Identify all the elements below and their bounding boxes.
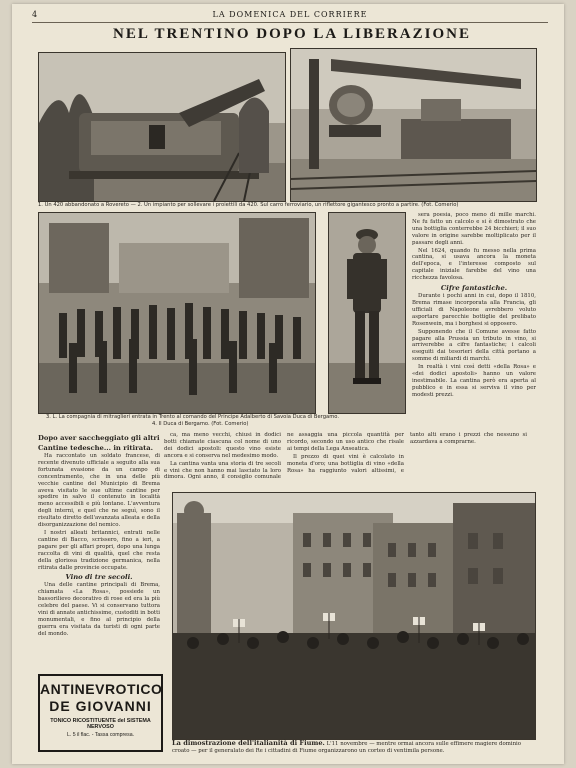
masthead [32,8,548,23]
duke-photo-image [329,213,405,413]
fiume-caption-text: L'11 novembre — mentre ormai ancora sulle effimere magiere dominio croato — per il generalato dei Re i cittadini di Fiume organizzarono un corteo di ventimila persone. [172,741,522,754]
page-number: 4 [32,10,39,19]
ad-brand-name: DE GIOVANNI [49,698,152,714]
section-subtitle-wine: Vino di tre secoli. [65,573,133,582]
antinevrotico-advertisement [38,674,163,752]
page-headline: NEL TRENTINO DOPO LA LIBERAZIONE [113,26,471,42]
photo-abandoned-cannon [38,52,286,202]
gunners-caption: 3. L. La compagnia di mitraglieri entrata in Trento al comando del Principe Adalberto di Savoia Duca di Bergamo. [46,414,339,420]
fiume-caption-title: La dimostrazione dell'italianità di Fiume. [172,739,325,747]
photo-machine-gunners-trento [38,212,316,414]
paragraph: Ha raccontato un soldato francese, di recente divenuto ufficiale a seguito alla sua fortunata evasione da un campo di concentramento, che in una delle più vecchie cantine del Municipio di Brema aveva visitato le sue ultime cantine per spedire in salvo il contenuto in località meno accessibili e più lontane. L'avventura degli interni, e quel che ne seguì, sono il risultato diretto dell'avanzata alleata e della disorganizzazione del nemico. [38,453,160,529]
paragraph: sera poesia, poco meno di mille marchi. Ne fu fatto un calcolo e si è dimostrato che una bottiglia conterrebbe 24 bicchieri; il suo valore in origine sarebbe moltiplicato per il passare degli anni. [412,212,536,246]
duke-caption-text: 4. Il Duca di Bergamo. [152,421,210,427]
photo-credit: (Fot. Comerio) [211,421,249,427]
paper-title: LA DOMENICA DEL CORRIERE [212,10,368,19]
photo-fiume-demonstration [172,492,536,740]
article-column-3 [412,212,536,488]
paragraph: Supponendo che il Comune avesse fatto pagare alla Prussia un tributo in vino, si arriverebbe a cifre fantastiche; i calcoli eseguiti dai tesorieri della città portano a somme di miliardi di marchi. [412,328,536,363]
gunners-photo-image [39,213,315,413]
article-column-2 [164,432,527,488]
fiume-photo-image [173,493,535,739]
section-subtitle-figures: Cifre fantastiche. [440,284,508,293]
ad-price: L. 5 il flac. - Tassa compresa. [66,732,135,738]
fiume-caption [172,740,532,754]
article-subtitle: Cantine tedesche... in ritirata. [38,444,154,452]
middle-photos-caption [46,414,406,420]
duke-caption [152,421,352,427]
photo-duke-of-bergamo [328,212,406,414]
paragraph: In realtà i vini così detti «della Rosa» e «dei dodici apostoli» hanno un valore inestimabile. La cantina però era aperta al pubblico e in essa si serviva il vino per modesti prezzi. [412,364,536,398]
article-column-1 [38,432,160,670]
article-title: Dopo aver saccheggiato gli altri [38,434,160,442]
lifting-photo-image [291,49,536,201]
newspaper-page [12,4,564,764]
paragraph: Nel 1624, quando fu messo nella prima cantina, si usava ancora la moneta dell'epoca, e l'interesse composto sul capitale iniziale farebbe del vino una ricchezza favolosa. [412,247,536,282]
paragraph: ca, ma meno vecchi, chiusi in dodici botti chiamate ciascuna col nome di uno dei dodici apostoli: questo vino esiste ancora e si conserva nel medesimo modo. [164,432,281,459]
paragraph: La cantina vanta una storia di tre secoli e vini che non hanno mai lasciato la loro dimora. Ogni anno, il consiglio comunale ne assaggia una piccola quantità per ricordo, secondo un uso antico che risale ai tempi della Lega Anseatica. [164,432,404,481]
ad-product-name: ANTINEVROTICO [40,681,163,697]
paragraph: Il prezzo di quei vini è calcolato in moneta d'oro; una bottiglia di vino «della Rosa» ha raggiunto valori altissimi, e tanto alti erano i prezzi che nessuno si azzardava a comprarne. [287,432,527,474]
paragraph: Una delle cantine principali di Brema, chiamata «La Rosa», possiede un bassorilievo decorativo di rose ed era la più celebre del paese. Vi si conservano tuttora vini di annate antichissime, custoditi in botti monumentali, e fino al principio della guerra era visitata da turisti di ogni parte del mondo. [38,582,160,637]
cannon-photo-image [39,53,285,201]
ad-description: TONICO RICOSTITUENTE del SISTEMA NERVOSO [50,718,151,730]
paragraph: I nostri alleati britannici, entrati nelle cantine di Bacco, scrissero, fino a ieri, a pagare per gli affari propri, dopo una lunga raccolta di vini di qualità, quel che resta della gloriosa tradizione germanica, nella ritirata dalle provincie occupate. [38,529,160,571]
photo-lifting-installation [290,48,537,202]
paragraph: Durante i pochi anni in cui, dopo il 1810, Brema rimase incorporata alla Francia, gli ufficiali di Napoleone avrebbero voluto asportare parecchie bottiglie del prelibato Rosenwein, ma i borghesi si opposero. [412,293,536,327]
top-photos-caption: 1. Un 420 abbandonato a Rovereto — 2. Un impianto per sollevare i proiettili da 420. Sul carro ferroviario, un riflettore gigantesco pronto a partire. (Fot. Comerio) [38,202,459,208]
